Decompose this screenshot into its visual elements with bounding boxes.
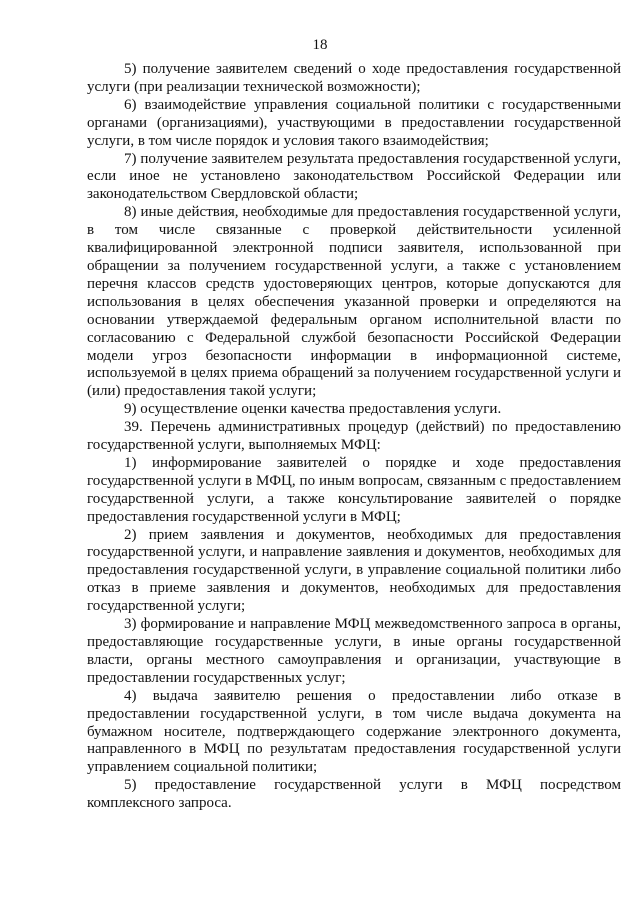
paragraph-item-5-progress-info: 5) получение заявителем сведений о ходе предоставления государственной услуги (при реализации технической возможности);	[87, 61, 621, 95]
paragraph-item-8-other-actions: 8) иные действия, необходимые для предоставления государственной услуги, в том числе связанные с проверкой действительности усиленной квалифицированной электронной подписи заявителя, использованной при обращении за получением государственной услуги, а также с установлением перечня классов средств удостоверяющих центров, которые допускаются для использования в целях обеспечения указанной проверки и определяются на основании утверждаемой федеральным органом исполнительной власти по согласованию с Федеральной службой безопасности Российской Федерации модели угроз безопасности информации в информационной системе, используемой в целях приема обращений за получением государственной услуги и (или) предоставления такой услуги;	[87, 204, 621, 400]
paragraph-mfc-item-2: 2) прием заявления и документов, необходимых для предоставления государственной услуги, и направление заявления и документов, необходимых для предоставления государственной услуги, в управление социальной политики либо отказ в приеме заявления и документов, необходимых для предоставления государственной услуги;	[87, 526, 621, 615]
paragraph-mfc-item-3: 3) формирование и направление МФЦ межведомственного запроса в органы, предоставляющие государственные услуги, в иные органы государственной власти, органы местного самоуправления и организации, участвующие в предоставлении государственных услуг;	[87, 616, 621, 686]
paragraph-mfc-item-5: 5) предоставление государственной услуги в МФЦ посредством комплексного запроса.	[87, 777, 621, 812]
paragraph-item-9-quality: 9) осуществление оценки качества предоставления услуги.	[124, 401, 502, 418]
paragraph-section-39: 39. Перечень административных процедур (действий) по предоставлению государственной услуги, выполняемых МФЦ:	[87, 419, 621, 454]
document-body	[87, 61, 621, 813]
page-number: 18	[312, 37, 328, 53]
paragraph-item-7-result: 7) получение заявителем результата предоставления государственной услуги, если иное не установлено законодательством Российской Федерации или законодательством Свердловской области;	[87, 150, 621, 203]
paragraph-mfc-item-4: 4) выдача заявителю решения о предоставлении либо отказе в предоставлении государственной услуги, в том числе выдача документа на бумажном носителе, подтверждающего содержание электронного документа, направленного в МФЦ по результатам предоставления государственной услуги управлением социальной политики;	[87, 687, 621, 776]
paragraph-mfc-item-1: 1) информирование заявителей о порядке и ходе предоставления государственной услуги в МФЦ, по иным вопросам, связанным с предоставлением государственной услуги, а также консультирование заявителей о порядке предоставления государственной услуги в МФЦ;	[87, 454, 621, 525]
paragraph-item-6-interaction: 6) взаимодействие управления социальной политики с государственными органами (организациями), участвующими в предоставлении государственной услуги, в том числе порядок и условия такого взаимодействия;	[87, 96, 621, 149]
